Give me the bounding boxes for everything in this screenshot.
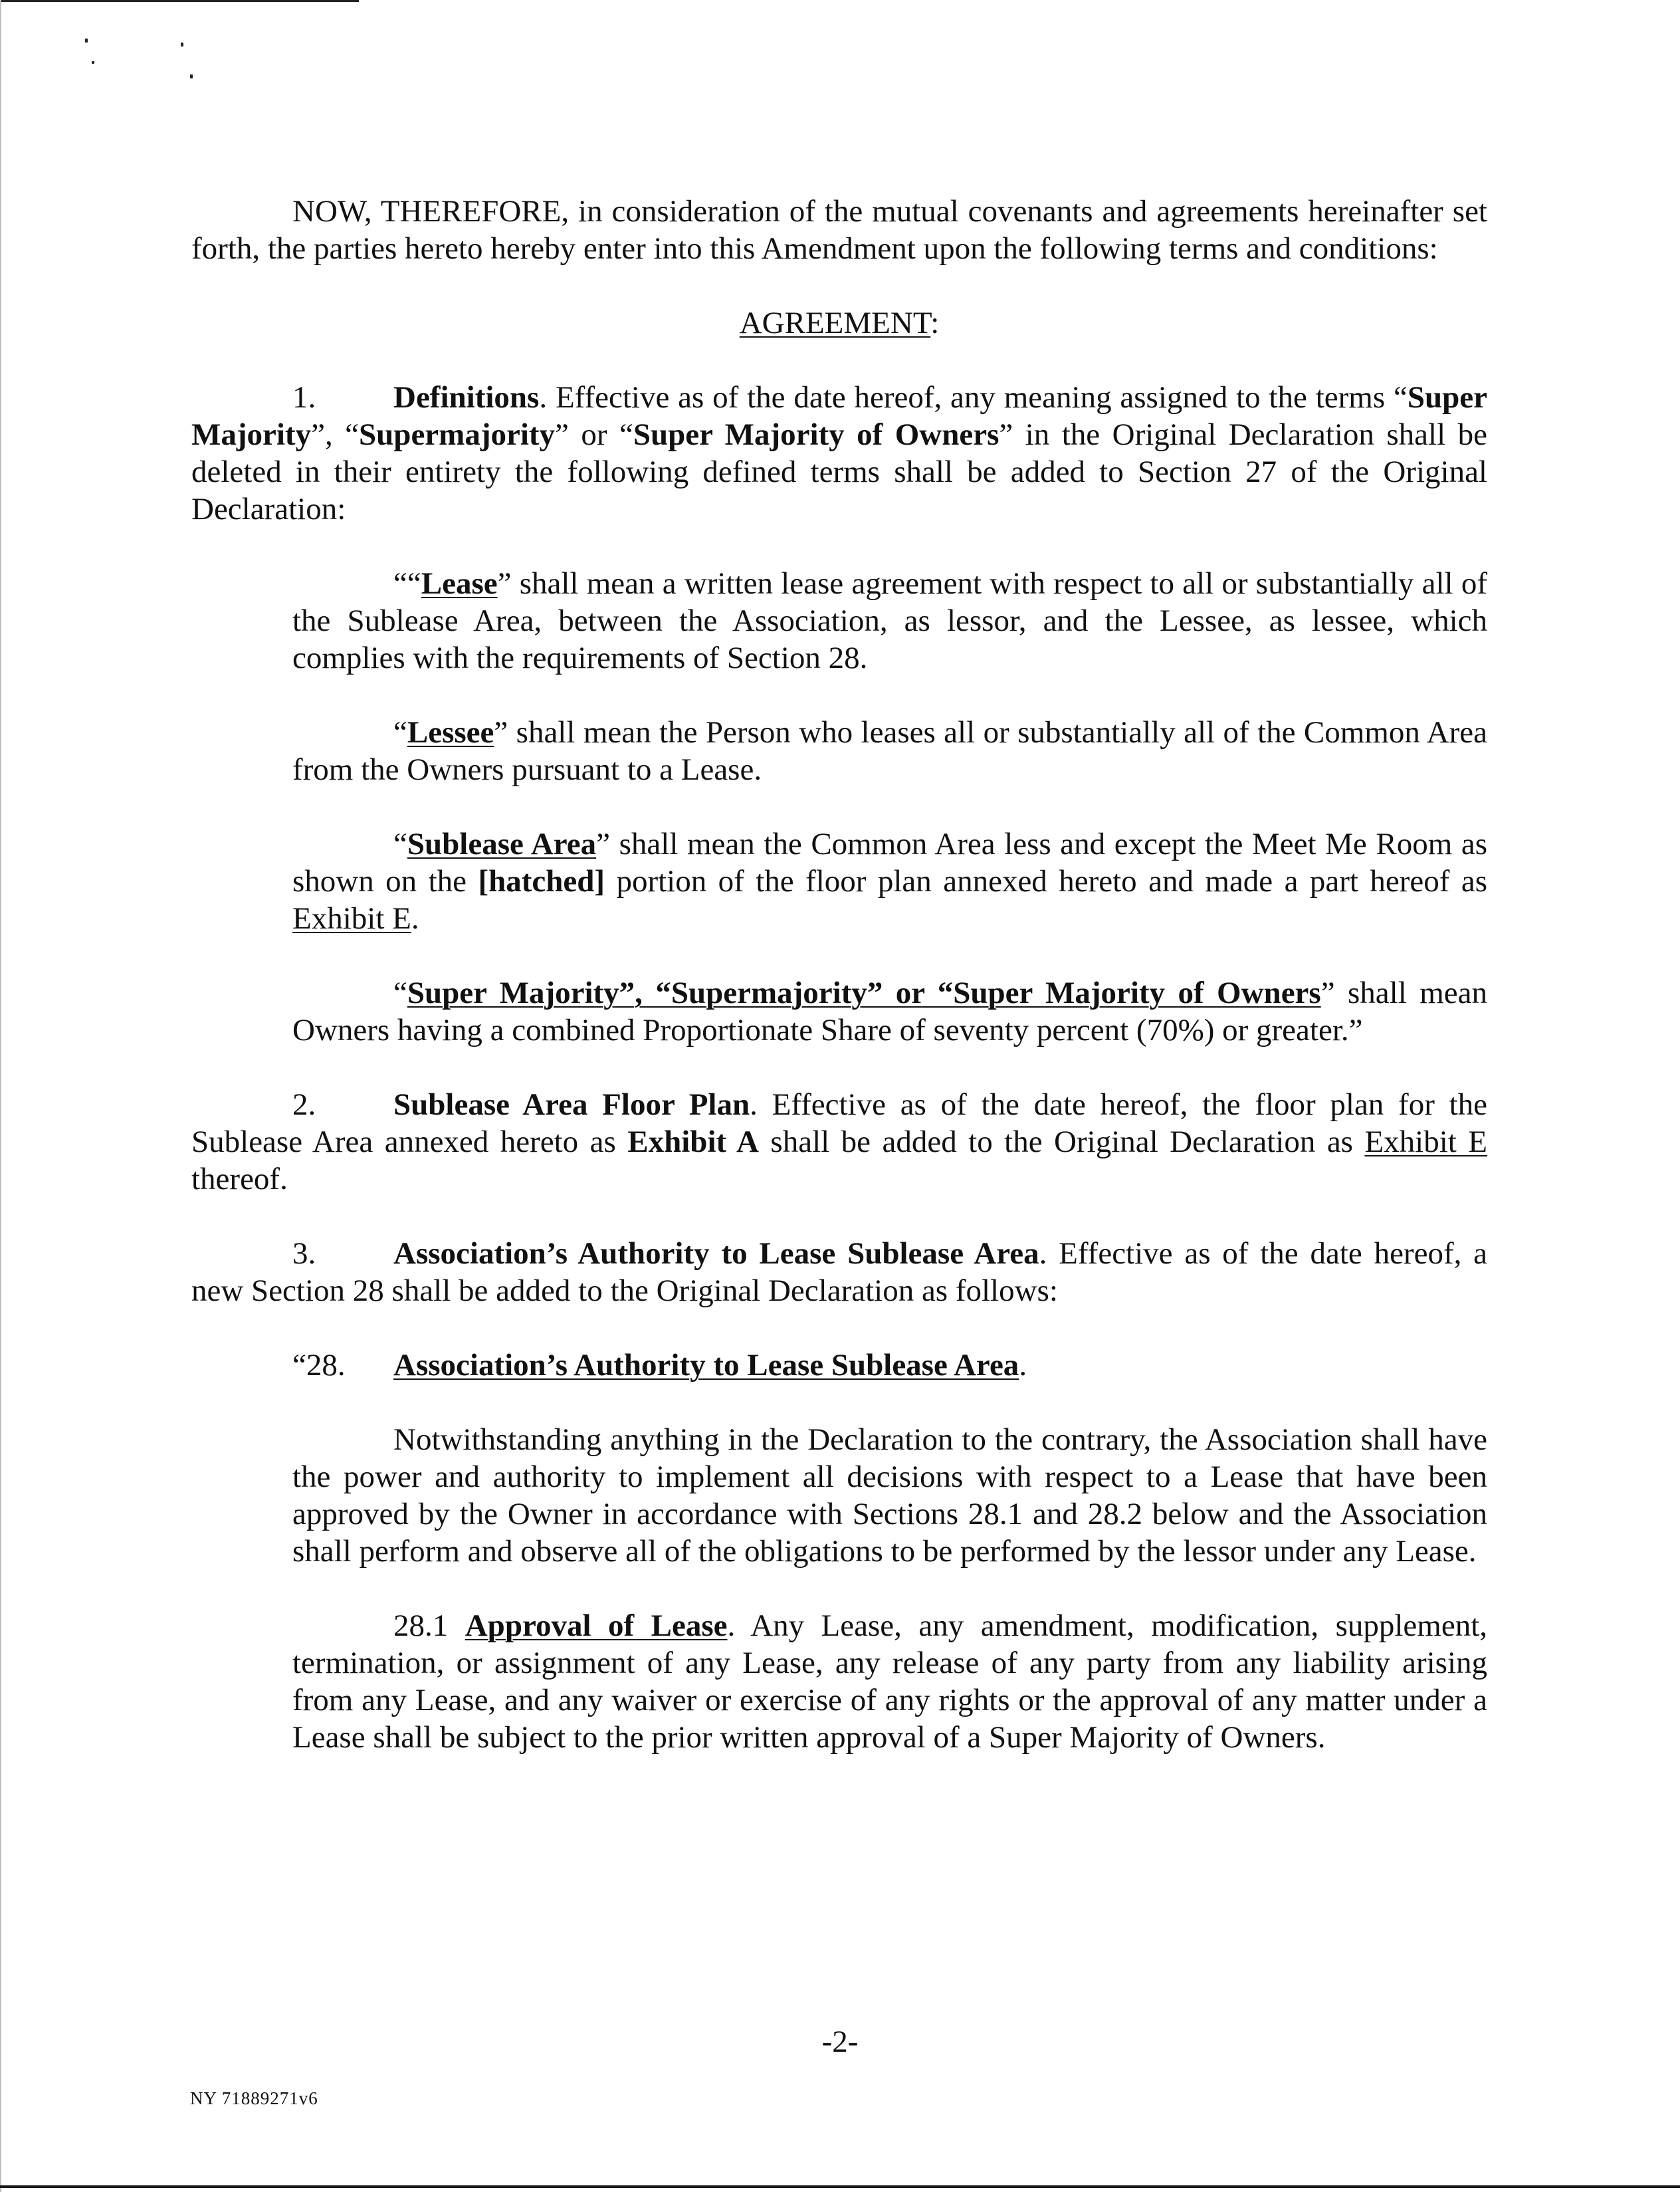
section-1-text-c: ” or “	[555, 417, 633, 452]
section-2-number: 2.	[292, 1087, 316, 1122]
section-28-body: Notwithstanding anything in the Declaration to the contrary, the Association shall have the power and authority to implement all decisions with respect to a Lease that have been approved by the Owner in accordance with Sections 28.1 and 28.2 below and the Association shall perform and observe all of the obligations to be performed by the lessor under any Lease.	[292, 1422, 1487, 1569]
definition-sublease-text-c: .	[411, 901, 419, 936]
term-super-majority: Super Majority	[191, 380, 1487, 452]
agreement-heading-text: AGREEMENT	[739, 306, 931, 340]
section-28-title: Association’s Authority to Lease Sublease Area	[393, 1348, 1019, 1382]
section-28-number: “28.	[292, 1348, 346, 1382]
definition-super-text: ” shall mean Owners having a combined Proportionate Share of seventy percent (70%) or greater.”	[292, 976, 1487, 1047]
intro-paragraph: NOW, THEREFORE, in consideration of the mutual covenants and agreements hereinafter set forth, the parties hereto hereby enter into this Amendment upon the following terms and conditions:	[191, 194, 1487, 266]
definition-lessee-open-quote: “	[393, 715, 407, 750]
section-28-1-title: Approval of Lease	[465, 1608, 728, 1643]
scan-speck	[190, 74, 193, 78]
scan-speck	[85, 39, 88, 43]
scan-speck	[181, 43, 183, 47]
section-28-heading	[292, 1347, 1487, 1384]
definition-sublease-hatched: [hatched]	[478, 864, 605, 899]
scan-bottom-line	[0, 2185, 1680, 2188]
section-28-1-number: 28.1	[393, 1608, 449, 1643]
section-28-title-dot: .	[1019, 1348, 1027, 1382]
definition-super-open-quote: “	[393, 976, 407, 1010]
definition-super-term: Super Majority”, “Supermajority” or “Super Majority of Owners	[407, 976, 1321, 1010]
section-1-text-b: ”, “	[311, 417, 360, 452]
section-1-text-d: ” in the Original Declaration shall be deleted in their entirety the following defined terms shall be added to Section 27 of the Original Declaration:	[191, 417, 1487, 526]
section-3-text: . Effective as of the date hereof, a new Section 28 shall be added to the Original Declaration as follows:	[191, 1236, 1488, 1308]
section-1-title: Definitions	[393, 380, 540, 415]
section-2-exhibit-a: Exhibit A	[627, 1125, 759, 1159]
section-2-text-a: . Effective as of the date hereof, the floor plan for the Sublease Area annexed hereto as	[191, 1087, 1487, 1159]
definition-sublease-text-b: portion of the floor plan annexed hereto and made a part hereof as	[605, 864, 1487, 899]
section-2-text-b: shall be added to the Original Declaration as	[758, 1125, 1365, 1159]
scan-speck	[92, 61, 94, 64]
section-3-title: Association’s Authority to Lease Sublease Area	[393, 1236, 1039, 1271]
page-number: -2-	[821, 2025, 859, 2059]
document-id: NY 71889271v6	[190, 2088, 318, 2108]
term-super-majority-of-owners: Super Majority of Owners	[633, 417, 999, 452]
section-28-1-text: . Any Lease, any amendment, modification, supplement, termination, or assignment of any Lease, any release of any party from any liability arising from any Lease, and any waiver or exercise of any rights or the approval of any matter under a Lease shall be subject to the prior written approval of a Super Majority of Owners.	[292, 1608, 1488, 1755]
section-1-number: 1.	[292, 380, 316, 415]
definition-sublease-open-quote: “	[393, 827, 407, 861]
section-2-title: Sublease Area Floor Plan	[393, 1087, 750, 1122]
definition-lease-open-quote: ““	[393, 566, 421, 601]
section-2-paragraph	[191, 1086, 1487, 1198]
definition-sublease-term: Sublease Area	[407, 827, 597, 861]
term-supermajority: Supermajority	[359, 417, 556, 452]
section-2-text-c: thereof.	[191, 1162, 288, 1196]
document-page	[191, 193, 1487, 1756]
agreement-heading	[191, 304, 1487, 342]
definition-lease-term: Lease	[421, 566, 498, 601]
definition-sublease-text-a: ” shall mean the Common Area less and except the Meet Me Room as shown on the	[292, 827, 1487, 899]
definition-lease	[292, 565, 1487, 677]
section-3-number: 3.	[292, 1236, 316, 1271]
section-28-1-paragraph	[292, 1607, 1487, 1756]
definition-super-majority	[292, 974, 1487, 1049]
definition-sublease-area	[292, 825, 1487, 937]
definition-lessee-text: ” shall mean the Person who leases all or substantially all of the Common Area from the Owners pursuant to a Lease.	[292, 715, 1487, 787]
definition-lessee	[292, 714, 1487, 788]
agreement-heading-colon: :	[930, 306, 940, 340]
section-3-paragraph	[191, 1235, 1487, 1309]
section-1-text-a: . Effective as of the date hereof, any meaning assigned to the terms “	[539, 380, 1408, 415]
scan-top-line	[0, 0, 359, 2]
section-1-paragraph	[191, 379, 1487, 528]
scan-left-edge	[0, 0, 1, 2192]
definition-lessee-term: Lessee	[407, 715, 494, 750]
section-2-exhibit-e: Exhibit E	[1364, 1125, 1487, 1159]
definition-sublease-exhibit: Exhibit E	[292, 901, 411, 936]
definition-lease-text: ” shall mean a written lease agreement with respect to all or substantially all of the Sublease Area, between the Association, as lessor, and the Lessee, as lessee, which complies with the requirements of Section 28.	[292, 566, 1487, 675]
